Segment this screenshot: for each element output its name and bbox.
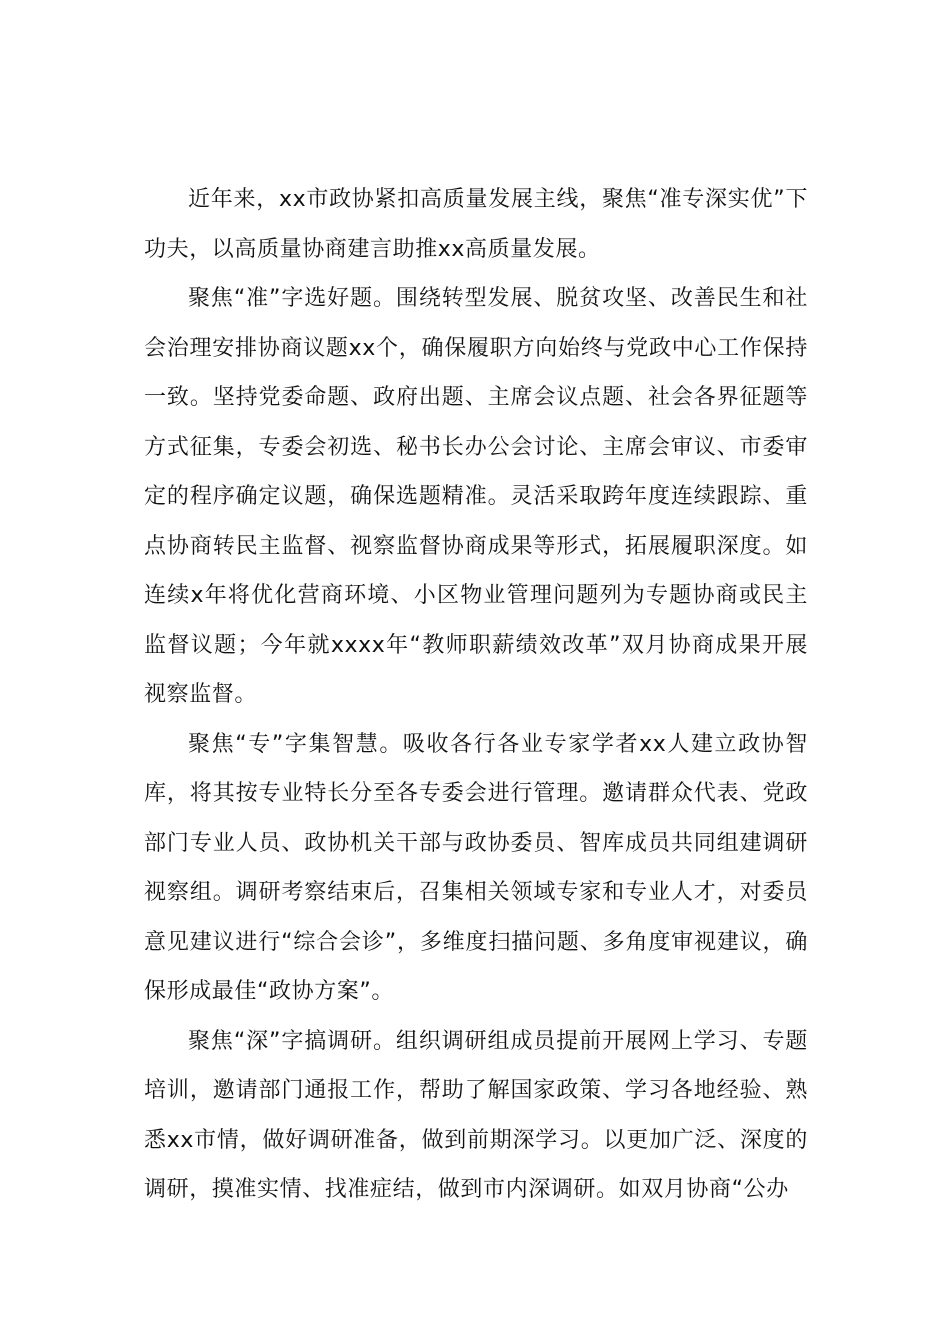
document-body <box>144 175 808 1215</box>
paragraph-zhuan: 聚焦“专”字集智慧。吸收各行各业专家学者xx人建立政协智库，将其按专业特长分至各专委会进行管理。邀请群众代表、党政部门专业人员、政协机关干部与政协委员、智库成员共同组建调研视察组。调研考察结束后，召集相关领域专家和专业人才，对委员意见建议进行“综合会诊”，多维度扫描问题、多角度审视建议，确保形成最佳“政协方案”。 <box>144 731 808 1004</box>
paragraph-zhun: 聚焦“准”字选好题。围绕转型发展、脱贫攻坚、改善民生和社会治理安排协商议题xx个，确保履职方向始终与党政中心工作保持一致。坚持党委命题、政府出题、主席会议点题、社会各界征题等方式征集，专委会初选、秘书长办公会讨论、主席会审议、市委审定的程序确定议题，确保选题精准。灵活采取跨年度连续跟踪、重点协商转民主监督、视察监督协商成果等形式，拓展履职深度。如连续x年将优化营商环境、小区物业管理问题列为专题协商或民主监督议题；今年就xxxx年“教师职薪绩效改革”双月协商成果开展视察监督。 <box>144 286 808 707</box>
paragraph-intro: 近年来，xx市政协紧扣高质量发展主线，聚焦“准专深实优”下功夫，以高质量协商建言助推xx高质量发展。 <box>144 187 808 262</box>
paragraph-shen: 聚焦“深”字搞调研。组织调研组成员提前开展网上学习、专题培训，邀请部门通报工作，帮助了解国家政策、学习各地经验、熟悉xx市情，做好调研准备，做到前期深学习。以更加广泛、深度的调研，摸准实情、找准症结，做到市内深调研。如双月协商“公办 <box>144 1028 808 1202</box>
